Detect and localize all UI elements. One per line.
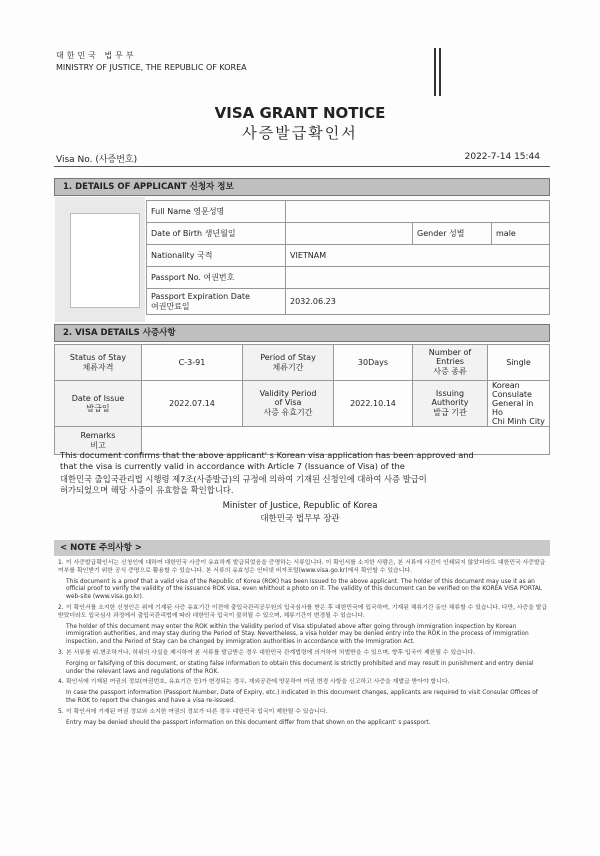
notice-item-kr-text: 이 확인서에 기재된 여권 정보와 소지한 여권의 정보가 다른 경우 대한민국 입국이 제한될 수 있습니다. [66, 708, 328, 715]
notice-item-5-en: Entry may be denied should the passport information on this document differ from that shown on the applicant' s passport. [66, 719, 431, 726]
declaration-text [60, 450, 550, 496]
validity-period-value: 2022.10.14 [334, 381, 413, 427]
declaration-kr-line2: 허가되었으며 해당 사증이 유효함을 확인합니다. [60, 485, 234, 495]
notice-item-1-en: This document is a proof that a valid visa of the Republic of Korea (ROK) has been issued to the above applicant. The holder of this document may use it as an official proof to verify the validity of the issuance ROK visa, even whithout a photo on it. The validity of this document can be verified on the KOREA VISA PORTAL web-site (www.visa.go.kr). [66, 578, 543, 601]
issuing-authority-value [488, 381, 550, 427]
passport-label: Passport No. 여권번호 [147, 267, 286, 289]
notice-header: < NOTE 주의사항 > [54, 540, 550, 556]
notice-item-number: 4. [58, 679, 64, 686]
nationality-label: Nationality 국적 [147, 245, 286, 267]
notice-item-kr-text: 확인서에 기재된 여권의 정보(여권번호, 유효기간 등)가 변경되는 경우, 재외공관에 방문하여 여권 변경 사항을 신고하고 사증을 재발급 받아야 합니다. [66, 679, 450, 686]
notice-item-2-kr [58, 605, 548, 621]
issued-datetime: 2022-7-14 15:44 [464, 152, 540, 162]
date-of-issue-label [55, 381, 142, 427]
signature-en: Minister of Justice, Republic of Korea [222, 501, 378, 511]
status-of-stay-label-en: Status of Stay [69, 352, 127, 362]
visa-number-label: Visa No. (사증번호) [56, 155, 138, 165]
validity-period-label [243, 381, 334, 427]
period-of-stay-value: 30Days [334, 345, 413, 381]
remarks-label-en: Remarks [80, 430, 116, 440]
notice-item-number: 5. [58, 708, 64, 715]
notice-item-number: 3. [58, 649, 64, 656]
remarks-label-kr: 비고 [90, 440, 106, 450]
passport-expiration-label-kr: 여권만료일 [151, 301, 190, 311]
notice-list [58, 560, 548, 730]
entries-label [413, 345, 488, 381]
issuing-authority-value-line2: General in Ho [492, 399, 534, 417]
declaration-en-line1: This document confirms that the above applicant' s Korean visa application has been approved and [60, 450, 474, 460]
entries-value: Single [488, 345, 550, 381]
signature-kr: 대한민국 법무부 장관 [260, 514, 340, 524]
nationality-value: VIETNAM [286, 245, 550, 267]
notice-item-number: 1. [58, 560, 64, 566]
visa-details-table [54, 344, 550, 455]
notice-item-number: 2. [58, 604, 64, 611]
entries-label-kr: 사증 종류 [433, 367, 467, 376]
passport-expiration-label [147, 289, 286, 315]
barcode-mark [434, 48, 444, 96]
issuing-authority-label-kr: 발급 기관 [433, 408, 467, 417]
notice-item-3-kr [58, 650, 548, 658]
notice-item-kr-text: 본 서류를 위.변조하거나, 허위의 사실을 제시하여 본 서류를 발급받은 경우 대한민국 관계법령에 의거하여 처벌받을 수 있으며, 향후 입국이 제한될 수 있습니다. [66, 649, 476, 656]
ministry-name-kr: 대한민국 법무부 [56, 51, 137, 60]
notice-item-3-en: Forging or falsifying of this document, or stating false information to obtain this document is strictly prohibited and may result in punishment and entry denial under the relevant laws and regulations of the ROK. [66, 660, 534, 675]
validity-period-label-kr: 사증 유효기간 [263, 408, 313, 417]
dob-label: Date of Birth 생년월일 [147, 223, 286, 245]
issuing-authority-label-line2: Authority [431, 398, 469, 407]
ministry-name-en: MINISTRY OF JUSTICE, THE REPUBLIC OF KOREA [56, 63, 247, 72]
period-of-stay-label [243, 345, 334, 381]
title-kr: 사증발급확인서 [242, 124, 358, 142]
passport-expiration-label-en: Passport Expiration Date [151, 291, 250, 301]
applicant-table [146, 200, 550, 315]
status-of-stay-value: C-3-91 [142, 345, 243, 381]
notice-item-4-en: In case the passport information (Passport Number, Date of Expiry, etc.) indicated in this document changes, applicants are required to visit Consular Offices of the ROK to report the changes and have a visa re-issued. [66, 690, 538, 704]
passport-value [286, 267, 550, 289]
full-name-label: Full Name 영문성명 [147, 201, 286, 223]
visa-section-header: 2. VISA DETAILS 사증사항 [54, 324, 550, 342]
entries-label-line2: Entries [436, 357, 464, 366]
applicant-photo [70, 213, 140, 308]
validity-period-label-line2: of Visa [274, 398, 302, 407]
dob-value [286, 223, 413, 245]
title-en: VISA GRANT NOTICE [214, 104, 386, 122]
divider [54, 166, 550, 167]
full-name-value [286, 201, 550, 223]
period-of-stay-label-en: Period of Stay [260, 352, 316, 362]
status-of-stay-label-kr: 체류자격 [82, 362, 114, 372]
notice-item-2-en: The holder of this document may enter the ROK within the Validity period of Visa stipulated above after going through immigration inspection by Korean immigration authorities, and may stay during the Period of Stay. Nevertheless, a visa holder may be denied entry into the ROK in the process of immigration inspection, and the Period of Stay can be changed by immigration authorities in accordance with the Immigration Act. [66, 623, 529, 646]
notice-item-4-kr [58, 679, 548, 687]
notice-item-kr-text: 이 확인서를 소지한 신청인은 위에 기재된 사증 유효기간 이전에 출입국관리공무원의 입국심사를 받은 후 대한민국에 입국하여, 기재된 체류기간 동안 체류할 수 있습니다. 다만, 사증을 발급받았더라도 입국심사 과정에서 출입국관리법에 따라 대한민국 입국이 불허될 수 있으며, 체류기간이 변경될 수 있습니다. [58, 604, 548, 619]
gender-value: male [492, 223, 550, 245]
date-of-issue-label-en: Date of Issue [71, 393, 125, 403]
notice-item-1-kr [58, 560, 548, 576]
date-of-issue-label-kr: 발급일 [86, 403, 110, 413]
issuing-authority-value-line1: Korean Consulate [492, 381, 532, 399]
ministry-header [56, 50, 247, 74]
entries-label-line1: Number of [428, 348, 472, 357]
date-of-issue-value: 2022.07.14 [142, 381, 243, 427]
notice-item-5-kr [58, 709, 548, 717]
validity-period-label-line1: Validity Period [259, 389, 317, 398]
issuing-authority-label-line1: Issuing [435, 389, 465, 398]
declaration-en-line2: that the visa is currently valid in accordance with Article 7 (Issuance of Visa) of the [60, 461, 405, 471]
applicant-section-header: 1. DETAILS OF APPLICANT 신청자 정보 [54, 178, 550, 196]
status-of-stay-label [55, 345, 142, 381]
declaration-kr-line1: 대한민국 출입국관리법 시행령 제7조(사증발급)의 규정에 의하여 기재된 신청인에 대하여 사증 발급이 [60, 474, 427, 484]
signature-block [0, 500, 600, 526]
passport-expiration-value: 2032.06.23 [286, 289, 550, 315]
gender-label: Gender 성별 [413, 223, 492, 245]
period-of-stay-label-kr: 체류기간 [272, 362, 304, 372]
issuing-authority-value-line3: Chi Minh City [492, 417, 545, 426]
issuing-authority-label [413, 381, 488, 427]
notice-item-kr-text: 이 사증발급확인서는 신청인에 대하여 대한민국 사증이 유효하게 발급되었음을 증명하는 서류입니다. 이 확인서를 소지한 사람은, 본 서류에 사진이 인쇄되지 않았더라도 대한민국 사증발급 여부를 확인받기 위한 공식 증명으로 활용할 수 있습니다. 본 서류의 유효성은 인터넷 비자포털(www.visa.go.kr)에서 확인할 수 있습니다. [58, 560, 546, 574]
